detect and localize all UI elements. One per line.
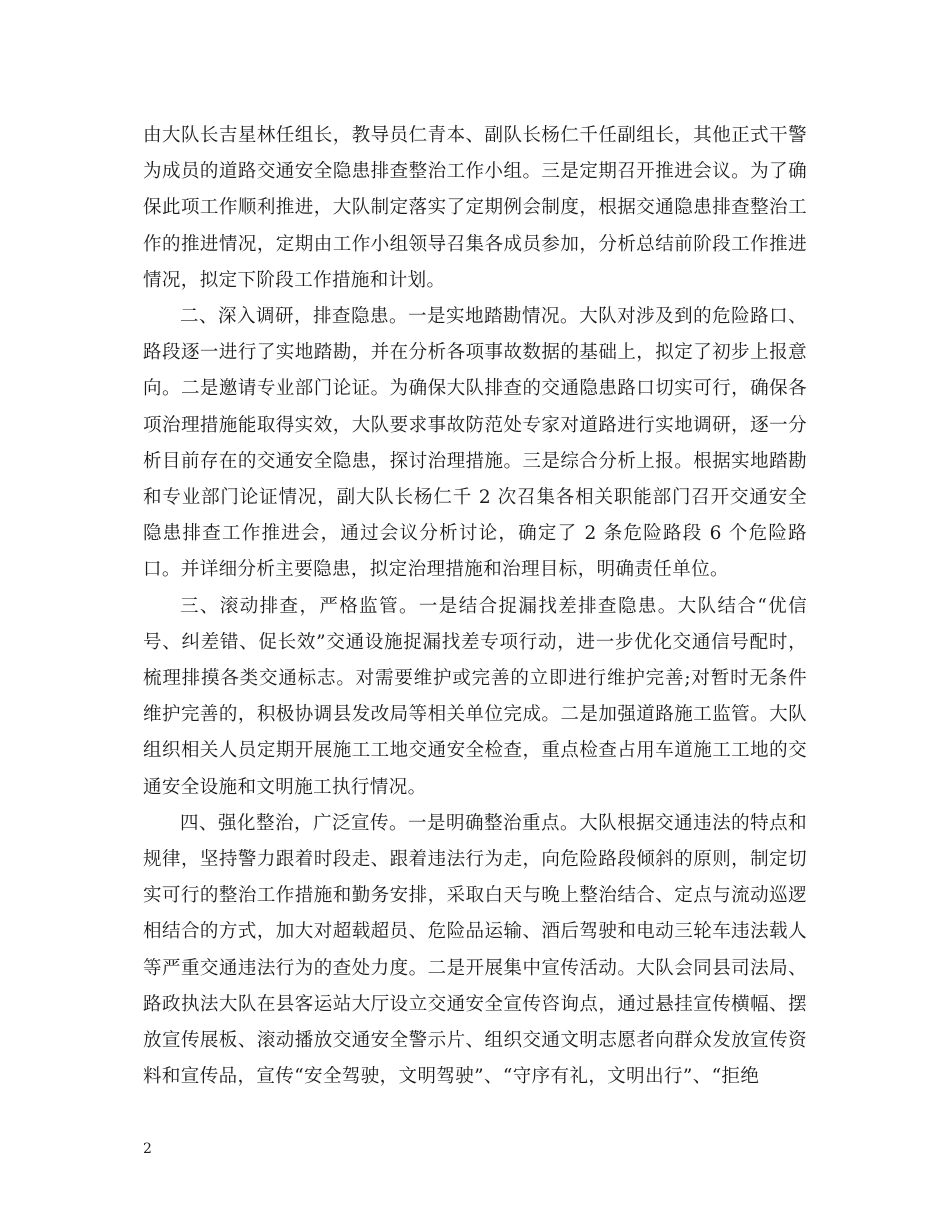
paragraph-3: 三、滚动排查，严格监管。一是结合捉漏找差排查隐患。大队结合“优信号、纠差错、促长效”交通设施捉漏找差专项行动，进一步优化交通信号配时，梳理排摸各类交通标志。对需要维护或完善的立即进行维护完善;对暂时无条件维护完善的，积极协调县发改局等相关单位完成。二是加强道路施工监管。大队组织相关人员定期开展施工工地交通安全检查，重点检查占用车道施工工地的交通安全设施和文明施工执行情况。 xyxy=(143,595,807,798)
document-body xyxy=(143,118,807,1095)
paragraph-1: 由大队长吉星林任组长，教导员仁青本、副队长杨仁千任副组长，其他正式干警为成员的道路交通安全隐患排查整治工作小组。三是定期召开推进会议。为了确保此项工作顺利推进，大队制定落实了定期例会制度，根据交通隐患排查整治工作的推进情况，定期由工作小组领导召集各成员参加，分析总结前阶段工作推进情况，拟定下阶段工作措施和计划。 xyxy=(143,125,807,291)
page-number: 2 xyxy=(143,1141,152,1157)
paragraph-4: 四、强化整治，广泛宣传。一是明确整治重点。大队根据交通违法的特点和规律，坚持警力跟着时段走、跟着违法行为走，向危险路段倾斜的原则，制定切实可行的整治工作措施和勤务安排，采取白天与晚上整治结合、定点与流动巡逻相结合的方式，加大对超载超员、危险品运输、酒后驾驶和电动三轮车违法载人等严重交通违法行为的查处力度。二是开展集中宣传活动。大队会同县司法局、路政执法大队在县客运站大厅设立交通安全宣传咨询点，通过悬挂宣传横幅、摆放宣传展板、滚动播放交通安全警示片、组织交通文明志愿者向群众发放宣传资料和宣传品，宣传“安全驾驶，文明驾驶”、“守序有礼，文明出行”、“拒绝 xyxy=(143,812,807,1088)
paragraph-2: 二、深入调研，排查隐患。一是实地踏勘情况。大队对涉及到的危险路口、路段逐一进行了实地踏勘，并在分析各项事故数据的基础上，拟定了初步上报意向。二是邀请专业部门论证。为确保大队排查的交通隐患路口切实可行，确保各项治理措施能取得实效，大队要求事故防范处专家对道路进行实地调研，逐一分析目前存在的交通安全隐患，探讨治理措施。三是综合分析上报。根据实地踏勘和专业部门论证情况，副大队长杨仁千 2 次召集各相关职能部门召开交通安全隐患排查工作推进会，通过会议分析讨论，确定了 2 条危险路段 6 个危险路口。并详细分析主要隐患，拟定治理措施和治理目标，明确责任单位。 xyxy=(143,306,807,581)
